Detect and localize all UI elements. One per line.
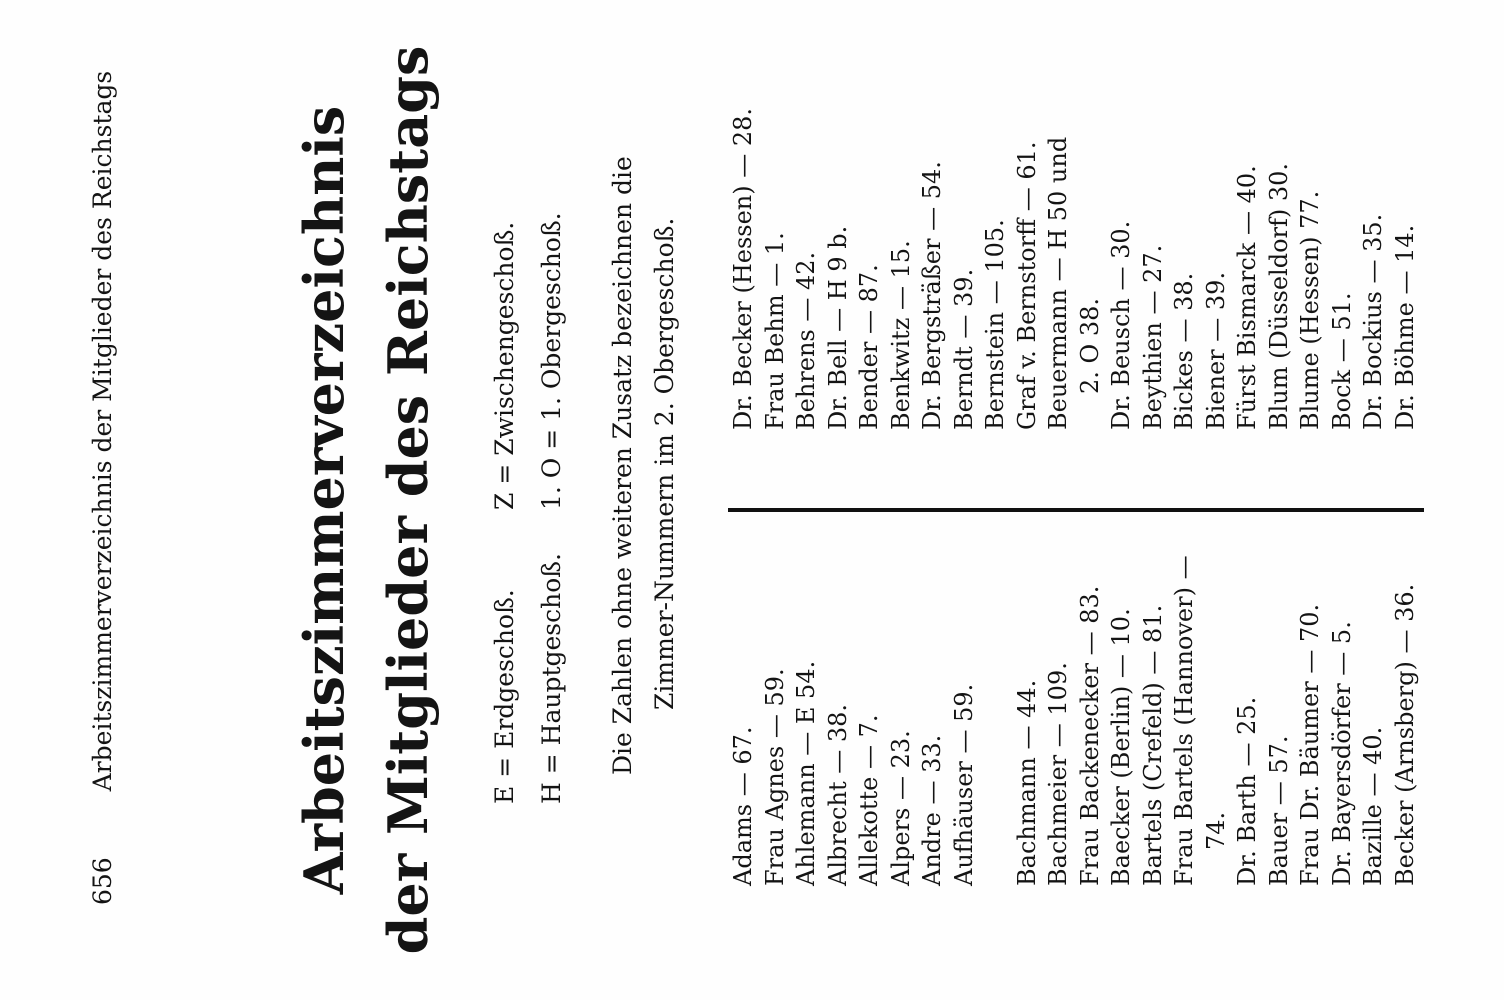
member-entry: Frau Backenecker — 83. (1075, 585, 1104, 886)
member-entry: Benkwitz — 15. (886, 240, 915, 430)
member-list-right (728, 108, 1421, 430)
member-entry: Adams — 67. (729, 726, 757, 886)
member-entry: Bauer — 57. (1264, 735, 1293, 886)
running-head-title: Arbeitszimmerverzeichnis der Mitglieder des Reichstags (88, 70, 117, 792)
member-entry: Dr. Bayersdörfer — 5. (1327, 621, 1356, 886)
member-entry: 2. O 38. (1075, 298, 1104, 394)
page-number: 656 (88, 857, 117, 905)
member-entry: Dr. Bockius — 35. (1359, 213, 1387, 430)
member-entry: Beythien — 27. (1138, 244, 1167, 430)
member-entry: Biener — 39. (1201, 271, 1230, 430)
member-entry: Blume (Hessen) 77. (1296, 190, 1324, 430)
member-entry: Bachmeier — 109. (1044, 662, 1072, 886)
member-entry: Bazille — 40. (1359, 726, 1387, 886)
member-entry: Aufhäuser — 59. (949, 683, 978, 886)
member-entry: Allekotte — 7. (855, 714, 883, 886)
member-list-left (728, 555, 1421, 886)
member-entry: Bachmann — 44. (1012, 679, 1041, 886)
member-entry: Blum (Düsseldorf) 30. (1264, 162, 1293, 430)
member-entry: Andre — 33. (918, 734, 946, 886)
member-entry: Frau Agnes — 59. (760, 668, 789, 886)
member-entry: Frau Behm — 1. (760, 232, 789, 430)
column-divider (728, 508, 1424, 512)
running-head (88, 71, 117, 905)
member-entry: Bock — 51. (1327, 292, 1356, 430)
member-entry: Dr. Bergsträßer — 54. (918, 161, 946, 430)
legend-h: H = Hauptgeschoß. (537, 553, 566, 804)
member-entry: Bernstein — 105. (981, 219, 1009, 430)
member-entry: Albrecht — 38. (823, 703, 852, 886)
member-entry: Baecker (Berlin) — 10. (1107, 608, 1135, 886)
member-entry: Berndt — 39. (949, 268, 978, 430)
member-entry: Bartels (Crefeld) — 81. (1138, 604, 1167, 886)
member-entry: Alpers — 23. (886, 730, 915, 886)
legend-z: Z = Zwischengeschoß. (490, 221, 519, 510)
member-entry: Dr. Bell — H 9 b. (823, 225, 852, 430)
member-entry: Ahlemann — E 54. (792, 660, 820, 886)
member-entry: Fürst Bismarck — 40. (1233, 165, 1261, 430)
legend-e: E = Erdgeschoß. (490, 589, 519, 804)
spacer (980, 555, 1012, 886)
member-entry: Dr. Barth — 25. (1233, 696, 1261, 886)
member-entry: Dr. Böhme — 14. (1390, 224, 1419, 430)
member-entry: Dr. Becker (Hessen) — 28. (729, 107, 757, 430)
member-entry: Behrens — 42. (792, 251, 820, 430)
member-entry: Frau Dr. Bäumer — 70. (1296, 603, 1324, 886)
member-entry: Dr. Beusch — 30. (1107, 220, 1135, 430)
note-line-1: Die Zahlen ohne weiteren Zusatz bezeichnen die (608, 156, 637, 775)
member-entry: Bender — 87. (855, 264, 883, 430)
title-line-2: der Mitglieder des Reichstags (376, 45, 440, 955)
legend-o: 1. O = 1. Obergeschoß. (537, 212, 566, 510)
member-entry: Becker (Arnsberg) — 36. (1390, 583, 1419, 886)
note-line-2: Zimmer-Nummern im 2. Obergeschoß. (650, 217, 679, 710)
member-entry: 74. (1201, 811, 1230, 850)
member-entry: Frau Bartels (Hannover) — (1170, 555, 1198, 886)
member-entry: Beuermann — H 50 und (1044, 136, 1072, 430)
member-entry: Graf v. Bernstorff — 61. (1012, 141, 1041, 430)
title-line-1: Arbeitszimmerverzeichnis (292, 105, 356, 895)
member-entry: Bickes — 38. (1170, 272, 1198, 430)
